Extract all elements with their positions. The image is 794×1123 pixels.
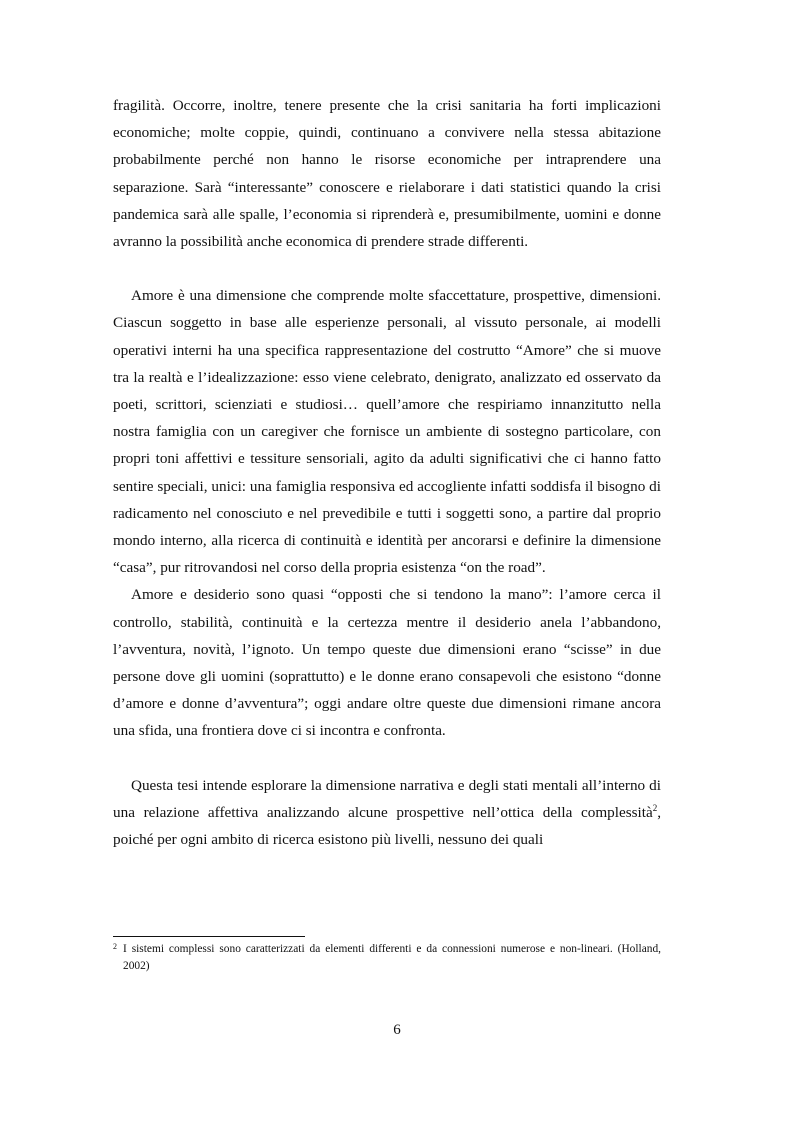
paragraph-spacer	[113, 255, 661, 282]
paragraph-amore-desiderio: Amore e desiderio sono quasi “opposti che si tendono la mano”: l’amore cerca il controllo, stabilità, continuità e la certezza mentre il desiderio anela l’abbandono, l’avventura, novità, l’ignoto. Un tempo queste due dimensioni erano “scisse” in due persone dove gli uomini (soprattutto) e le donne erano consapevoli che esistono “donne d’amore e donne d’avventura”; oggi andare oltre queste due dimensioni rimane ancora una sfida, una frontiera dove ci si incontra e confronta.	[113, 586, 661, 740]
paragraph-spacer	[113, 745, 661, 772]
footnote-text: I sistemi complessi sono caratterizzati da elementi differenti e da connessioni numerose e non-lineari. (Holland, 2002)	[123, 943, 661, 972]
paragraph-thesis-intro-tail: , poiché per ogni ambito di ricerca esistono più livelli, nessuno dei quali	[113, 803, 661, 849]
body-text	[113, 92, 661, 853]
page-number: 6	[393, 1022, 401, 1038]
paragraph-thesis-intro-text: Questa tesi intende esplorare la dimensione narrativa e degli stati mentali all’interno di una relazione affettiva analizzando alcune prospettive nell’ottica della complessità	[113, 776, 661, 821]
paragraph-amore-dimension: Amore è una dimensione che comprende molte sfaccettature, prospettive, dimensioni. Ciascun soggetto in base alle esperienze personali, al vissuto personale, ai modelli operativi interni ha una specifica rappresentazione del costrutto “Amore” che si muove tra la realtà e l’idealizzazione: esso viene celebrato, denigrato, analizzato ed osservato da poeti, scrittori, scienziati e studiosi… quell’amore che respiriamo innanzitutto nella nostra famiglia con un caregiver che fornisce un ambiente di sostegno particolare, con propri toni affettivi e tessiture sensoriali, agito da adulti significativi che ci hanno fatto sentire speciali, unici: una famiglia responsiva ed accogliente infatti soddisfa il bisogno di radicamento nel conosciuto e nel prevedibile e tutti i soggetti sono, a partire dal proprio mondo interno, alla ricerca di continuità e identità per ancorarsi e definire la dimensione “casa”, pur ritrovandosi nel corso della propria esistenza “on the road”.	[113, 287, 661, 577]
footnote-marker: 2	[113, 942, 117, 951]
paragraph-thesis-intro	[113, 772, 661, 854]
footnote-reference[interactable]: 2	[652, 802, 658, 813]
footnote	[113, 941, 661, 975]
footnote-separator	[113, 936, 305, 937]
paragraph-continuation: fragilità. Occorre, inoltre, tenere presente che la crisi sanitaria ha forti implicazioni economiche; molte coppie, quindi, continuano a convivere nella stessa abitazione probabilmente perché non hanno le risorse economiche per intraprendere una separazione. Sarà “interessante” conoscere e rielaborare i dati statistici quando la crisi pandemica sarà alle spalle, l’economia si riprenderà e, presumibilmente, uomini e donne avranno la possibilità anche economica di prendere strade differenti.	[113, 97, 661, 251]
